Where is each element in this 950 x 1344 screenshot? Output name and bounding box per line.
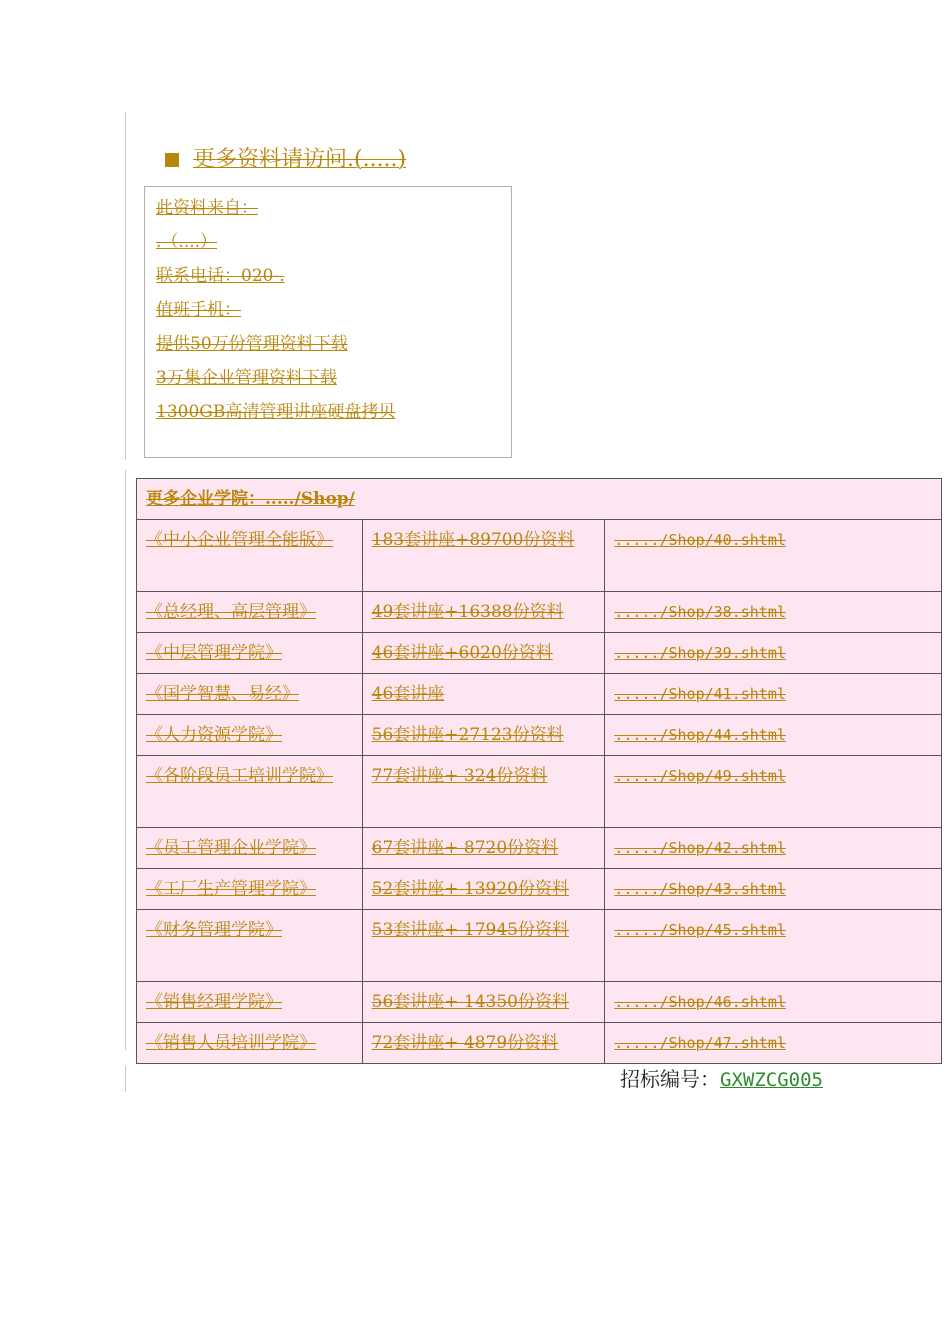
academy-link-link[interactable]: ...../Shop/39.shtml [614,644,786,662]
info-line [156,293,500,327]
table-row [137,910,942,982]
table-row [137,592,942,633]
table-cell-desc [362,633,605,674]
table-cell-desc [362,1023,605,1064]
academy-name-link[interactable]: 《中层管理学院》 [146,643,282,663]
academy-link-link[interactable]: ...../Shop/49.shtml [614,767,786,785]
margin-line-mid [125,470,126,1050]
table-cell-name [137,982,363,1023]
table-cell-link [605,633,942,674]
info-line [156,225,500,259]
academy-table [136,478,942,1064]
table-cell-desc [362,828,605,869]
academy-desc-link[interactable]: 46套讲座 [371,684,445,704]
table-row [137,1023,942,1064]
table-header-link[interactable]: 更多企业学院：...../Shop/ [146,489,355,509]
table-row [137,982,942,1023]
academy-desc-link[interactable]: 183套讲座+89700份资料 [371,530,575,550]
academy-name-link[interactable]: 《销售经理学院》 [146,992,282,1012]
table-cell-desc [362,982,605,1023]
table-cell-link [605,592,942,633]
info-line [156,259,500,293]
info-line-link[interactable]: 3万集企业管理资料下载 [156,368,337,388]
info-box [144,186,512,458]
academy-desc-link[interactable]: 56套讲座+ 14350份资料 [371,992,569,1012]
academy-desc-link[interactable]: 67套讲座+ 8720份资料 [371,838,559,858]
table-cell-link [605,1023,942,1064]
info-line [156,191,500,225]
table-cell-name [137,756,363,828]
academy-desc-link[interactable]: 53套讲座+ 17945份资料 [371,920,569,940]
table-row [137,869,942,910]
academy-link-link[interactable]: ...../Shop/44.shtml [614,726,786,744]
table-cell-desc [362,869,605,910]
academy-name-link[interactable]: 《中小企业管理全能版》 [146,530,333,550]
academy-name-link[interactable]: 《总经理、高层管理》 [146,602,316,622]
table-cell-desc [362,592,605,633]
table-cell-link [605,828,942,869]
academy-name-link[interactable]: 《各阶段员工培训学院》 [146,766,333,786]
table-cell-name [137,869,363,910]
academy-desc-link[interactable]: 49套讲座+16388份资料 [371,602,564,622]
table-row [137,674,942,715]
table-cell-link [605,756,942,828]
academy-desc-link[interactable]: 72套讲座+ 4879份资料 [371,1033,559,1053]
table-cell-desc [362,756,605,828]
table-cell-name [137,520,363,592]
table-cell-link [605,982,942,1023]
page-heading [165,143,406,177]
table-cell-link [605,520,942,592]
info-line [156,361,500,395]
academy-name-link[interactable]: 《销售人员培训学院》 [146,1033,316,1053]
academy-name-link[interactable]: 《人力资源学院》 [146,725,282,745]
square-bullet-icon [165,153,179,167]
table-cell-link [605,715,942,756]
table-cell-name [137,633,363,674]
info-line [156,327,500,361]
table-row [137,715,942,756]
table-cell-name [137,715,363,756]
info-line-link[interactable]: 值班手机： [156,300,241,320]
table-cell-name [137,1023,363,1064]
table-cell-desc [362,674,605,715]
table-cell-desc [362,715,605,756]
academy-link-link[interactable]: ...../Shop/42.shtml [614,839,786,857]
academy-desc-link[interactable]: 52套讲座+ 13920份资料 [371,879,569,899]
table-row [137,828,942,869]
table-cell-link [605,910,942,982]
academy-name-link[interactable]: 《国学智慧、易经》 [146,684,299,704]
info-line-link[interactable]: 1300GB高清管理讲座硬盘拷贝 [156,402,396,422]
table-cell-name [137,592,363,633]
academy-name-link[interactable]: 《工厂生产管理学院》 [146,879,316,899]
academy-link-link[interactable]: ...../Shop/46.shtml [614,993,786,1011]
academy-link-link[interactable]: ...../Shop/40.shtml [614,531,786,549]
academy-name-link[interactable]: 《员工管理企业学院》 [146,838,316,858]
bid-label: 招标编号： [620,1067,720,1091]
info-line-link[interactable]: .（....） [156,232,218,252]
info-line-link[interactable]: 联系电话：020-. [156,266,285,286]
info-line-link[interactable]: 此资料来自： [156,198,258,218]
academy-link-link[interactable]: ...../Shop/45.shtml [614,921,786,939]
table-row [137,520,942,592]
academy-link-link[interactable]: ...../Shop/43.shtml [614,880,786,898]
academy-name-link[interactable]: 《财务管理学院》 [146,920,282,940]
bid-code: GXWZCG005 [720,1069,823,1091]
bid-number [620,1064,823,1095]
info-line-link[interactable]: 提供50万份管理资料下载 [156,334,348,354]
table-cell-name [137,674,363,715]
table-row [137,756,942,828]
table-cell-name [137,828,363,869]
table-header-row [137,479,942,520]
table-cell-desc [362,910,605,982]
academy-link-link[interactable]: ...../Shop/38.shtml [614,603,786,621]
academy-link-link[interactable]: ...../Shop/47.shtml [614,1034,786,1052]
table-header-cell [137,479,942,520]
academy-link-link[interactable]: ...../Shop/41.shtml [614,685,786,703]
table-row [137,633,942,674]
academy-desc-link[interactable]: 56套讲座+27123份资料 [371,725,564,745]
heading-link[interactable]: 更多资料请访问.(.....) [193,147,407,172]
table-cell-desc [362,520,605,592]
margin-line-bottom [125,1066,126,1092]
table-cell-link [605,674,942,715]
table-cell-link [605,869,942,910]
info-line [156,395,500,429]
margin-line-top [125,112,126,460]
table-cell-name [137,910,363,982]
academy-desc-link[interactable]: 46套讲座+6020份资料 [371,643,553,663]
academy-desc-link[interactable]: 77套讲座+ 324份资料 [371,766,548,786]
